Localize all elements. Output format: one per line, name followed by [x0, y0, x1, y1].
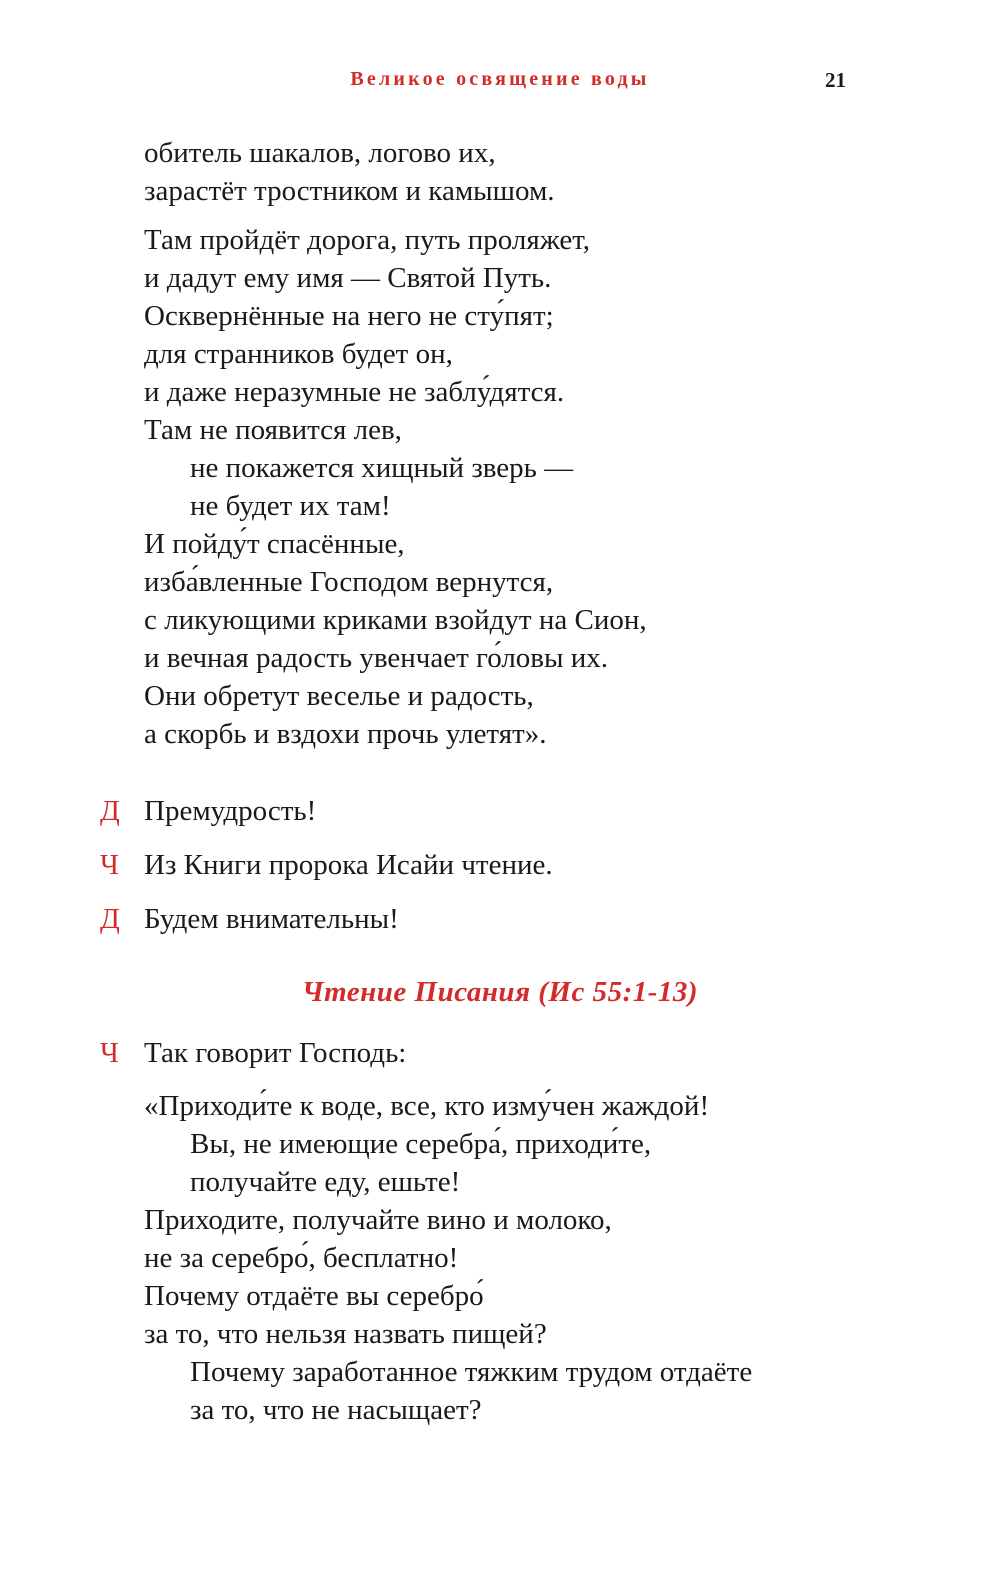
role-marker: Ч	[100, 1037, 119, 1069]
verse-line: Они обретут веселье и радость,	[144, 680, 534, 712]
verse-line: и даже неразумные не заблу́дятся.	[144, 376, 565, 408]
verse-line: а скорбь и вздохи прочь улетят».	[144, 718, 547, 750]
verse-line: для странников будет он,	[144, 338, 453, 370]
verse-line-indented: Почему заработанное тяжким трудом отдаёте	[190, 1356, 753, 1388]
reading-passage	[0, 1087, 1000, 1429]
role-marker: Д	[100, 795, 120, 827]
role-marker: Д	[100, 903, 120, 935]
verse-line-indented: за то, что не насыщает?	[190, 1394, 482, 1426]
intro-text: Так говорит Господь:	[144, 1037, 407, 1069]
section-heading: Чтение Писания (Ис 55:1-13)	[301, 976, 699, 1008]
verse-line: Осквернённые на него не сту́пят;	[144, 300, 554, 332]
passage-stanza-2	[0, 221, 1000, 753]
verse-line-indented: получайте еду, ешьте!	[190, 1166, 461, 1198]
passage-stanza-1	[0, 134, 1000, 210]
verse-line: Почему отдаёте вы серебро́	[144, 1280, 484, 1312]
exchange-line-deacon	[0, 792, 1000, 832]
verse-line: Приходите, получайте вино и молоко,	[144, 1204, 612, 1236]
verse-line: изба́вленные Господом вернутся,	[144, 566, 554, 598]
verse-line: Там пройдёт дорога, путь проляжет,	[144, 224, 590, 256]
verse-line: Там не появится лев,	[144, 414, 402, 446]
verse-line-indented: Вы, не имеющие серебра́, приходи́те,	[190, 1128, 652, 1160]
verse-line: И пойду́т спасённые,	[144, 528, 405, 560]
verse-line: обитель шакалов, логово их,	[144, 137, 496, 169]
verse-line-indented: не будет их там!	[190, 490, 391, 522]
exchange-text: Будем внимательны!	[144, 903, 399, 935]
exchange-text: Из Книги пророка Исайи чтение.	[144, 849, 553, 881]
verse-line: «Приходи́те к воде, все, кто изму́чен жаждой!	[144, 1090, 710, 1122]
exchange-line-deacon	[0, 900, 1000, 940]
reading-intro	[0, 1034, 1000, 1074]
exchange-text: Премудрость!	[144, 795, 317, 827]
verse-line: и дадут ему имя — Святой Путь.	[144, 262, 552, 294]
verse-line: с ликующими криками взойдут на Сион,	[144, 604, 647, 636]
page-number: 21	[825, 68, 846, 92]
exchange-line-reader	[0, 846, 1000, 886]
running-title: Великое освящение воды	[350, 68, 650, 90]
verse-line: за то, что нельзя назвать пищей?	[144, 1318, 547, 1350]
verse-line-indented: не покажется хищный зверь —	[190, 452, 574, 484]
verse-line: не за серебро́, бесплатно!	[144, 1242, 459, 1274]
verse-line: зарастёт тростником и камышом.	[144, 175, 555, 207]
verse-line: и вечная радость увенчает го́ловы их.	[144, 642, 608, 674]
role-marker: Ч	[100, 849, 119, 881]
